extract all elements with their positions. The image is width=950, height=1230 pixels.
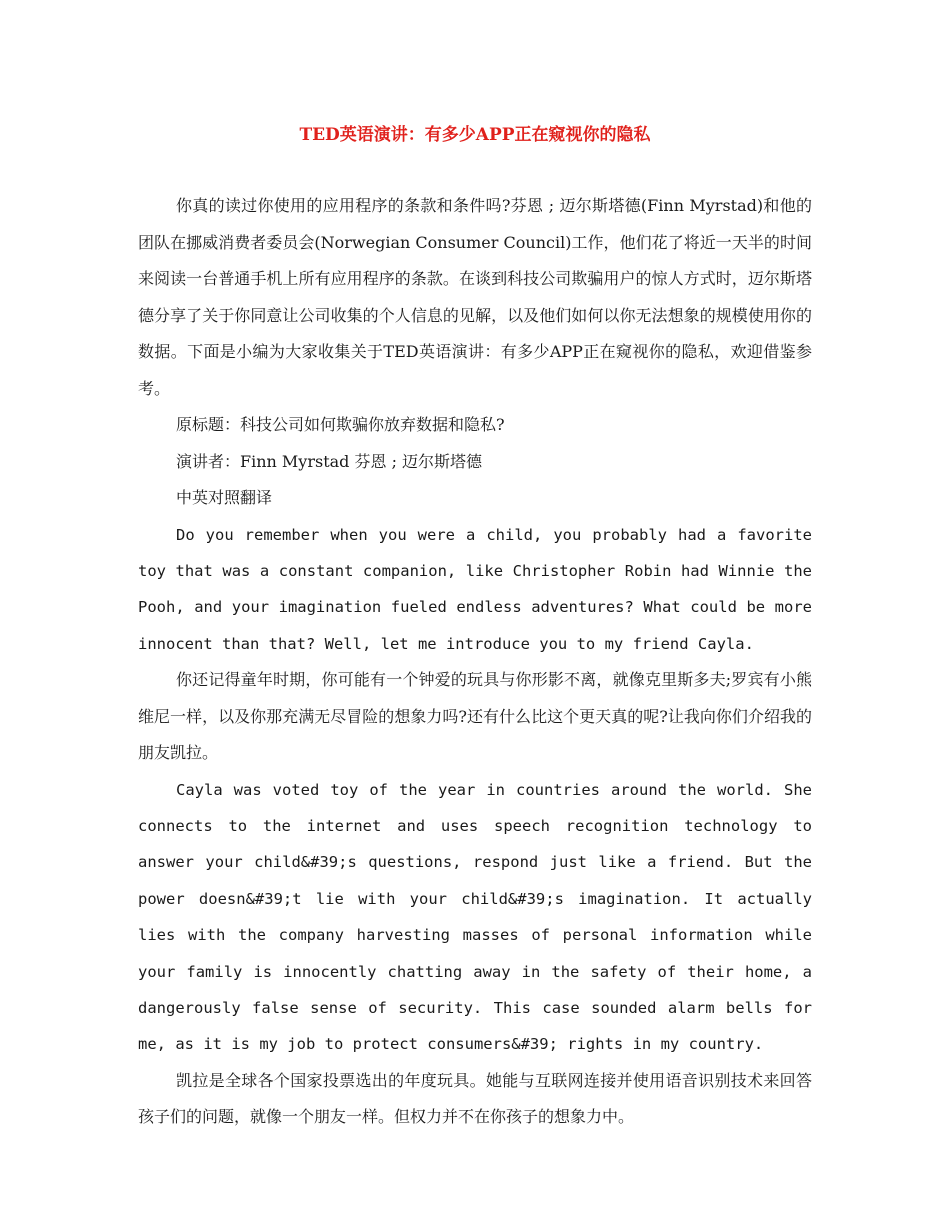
speaker-line: 演讲者：Finn Myrstad 芬恩 ; 迈尔斯塔德 <box>176 451 483 471</box>
english-paragraph: Cayla was voted toy of the year in countries around the world. She connects to the internet and uses speech recognition technology to answer your child&#39;s questions, respond just like a friend. But the power doesn&#39;t lie with your child&#39;s imagination. It actually lies with the company harvesting masses of personal information while your family is innocently chatting away in the safety of their home, a dangerously false sense of security. This case sounded alarm bells for me, as it is my job to protect consumers&#39; rights in my country. <box>138 780 812 1054</box>
intro-paragraph: 你真的读过你使用的应用程序的条款和条件吗?芬恩 ; 迈尔斯塔德(Finn Myrstad)和他的团队在挪威消费者委员会(Norwegian Consumer Council)工作，他们花了将近一天半的时间来阅读一台普通手机上所有应用程序的条款。在谈到科技公司欺骗用户的惊人方式时，迈尔斯塔德分享了关于你同意让公司收集的个人信息的见解，以及他们如何以你无法想象的规模使用你的数据。下面是小编为大家收集关于TED英语演讲：有多少APP正在窥视你的隐私，欢迎借鉴参考。 <box>138 196 812 398</box>
english-paragraph: Do you remember when you were a child, you probably had a favorite toy that was a constant companion, like Christopher Robin had Winnie the Pooh, and your imagination fueled endless adventures? What could be more innocent than that? Well, let me introduce you to my friend Cayla. <box>138 525 812 653</box>
translation-heading: 中英对照翻译 <box>176 488 273 507</box>
document-page <box>138 0 812 1230</box>
chinese-paragraph: 凯拉是全球各个国家投票选出的年度玩具。她能与互联网连接并使用语音识别技术来回答孩子们的问题，就像一个朋友一样。但权力并不在你孩子的想象力中。 <box>138 1070 812 1127</box>
original-title-line: 原标题：科技公司如何欺骗你放弃数据和隐私? <box>176 415 505 434</box>
document-body <box>138 188 812 1136</box>
chinese-paragraph: 你还记得童年时期，你可能有一个钟爱的玩具与你形影不离，就像克里斯多夫;罗宾有小熊维尼一样，以及你那充满无尽冒险的想象力吗?还有什么比这个更天真的呢?让我向你们介绍我的朋友凯拉。 <box>138 670 812 763</box>
document-title: TED英语演讲：有多少APP正在窥视你的隐私 <box>299 125 651 145</box>
